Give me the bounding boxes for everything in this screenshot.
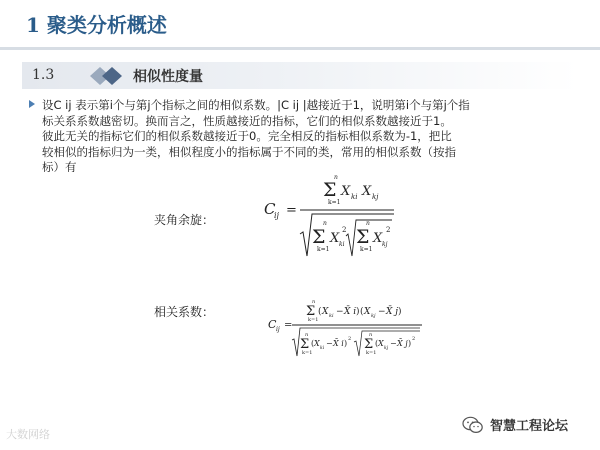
close-paren: ) xyxy=(344,339,348,348)
minus-sign: − xyxy=(378,307,386,317)
sum-upper: n xyxy=(334,174,338,181)
var-x: X xyxy=(314,339,320,348)
var-x: X xyxy=(362,184,372,199)
footer-brand xyxy=(462,415,568,434)
sum-lower: k=1 xyxy=(302,350,313,356)
sum-upper: n xyxy=(366,220,370,227)
description-paragraph xyxy=(42,98,572,176)
sum-upper: n xyxy=(312,299,316,305)
power-2: 2 xyxy=(386,226,391,234)
sum-lower: k=1 xyxy=(366,350,377,356)
open-paren: ( xyxy=(311,339,315,348)
paragraph-line: 较相似的指标归为一类，相似程度小的指标属于不同的类，常用的相似系数（按指 xyxy=(42,144,456,159)
sum-upper: n xyxy=(369,332,373,338)
close-paren: ) xyxy=(398,307,402,317)
cosine-formula xyxy=(262,170,402,262)
mean-j: X̄ j xyxy=(386,307,399,317)
sum-lower: k=1 xyxy=(308,317,319,323)
mean-j: X̄ j xyxy=(397,339,408,348)
section-number: 1.3 xyxy=(32,67,55,83)
brand-name: 智慧工程论坛 xyxy=(490,419,569,434)
sum-symbol: Σ xyxy=(323,179,337,201)
sum-symbol: Σ xyxy=(312,226,326,248)
sum-symbol: Σ xyxy=(364,337,374,352)
double-diamond-icon xyxy=(80,64,136,88)
section-header xyxy=(22,62,578,89)
open-paren: ( xyxy=(375,339,379,348)
var-x: X xyxy=(373,231,383,246)
formula-lhs-sub: ij xyxy=(274,211,280,220)
formula-lhs: C xyxy=(268,318,277,331)
cosine-label: 夹角余旋： xyxy=(154,213,215,227)
sub-kj: kj xyxy=(384,346,389,351)
bullet-arrow-icon xyxy=(29,100,35,108)
page-title: 1 聚类分析概述 xyxy=(26,13,167,37)
sum-lower: k=1 xyxy=(317,246,330,253)
close-paren: ) xyxy=(408,339,412,348)
sum-symbol: Σ xyxy=(306,304,316,319)
section-title: 相似性度量 xyxy=(133,69,203,85)
power-2: 2 xyxy=(412,336,416,342)
formula-equals: = xyxy=(284,320,293,331)
mean-i: X̄ i xyxy=(344,307,357,317)
power-2: 2 xyxy=(348,336,352,342)
sum-lower: k=1 xyxy=(328,199,341,206)
sub-ki: ki xyxy=(329,313,334,319)
var-x: X xyxy=(322,307,329,317)
sub-ki: ki xyxy=(339,241,345,248)
wechat-icon xyxy=(462,416,484,434)
sub-kj: kj xyxy=(371,313,376,319)
var-x: X xyxy=(341,184,351,199)
correlation-formula xyxy=(268,296,428,360)
minus-sign: − xyxy=(390,339,397,348)
sum-upper: n xyxy=(323,220,327,227)
var-x: X xyxy=(364,307,371,317)
sum-upper: n xyxy=(305,332,309,338)
sum-symbol: Σ xyxy=(356,226,370,248)
open-paren: ( xyxy=(318,307,322,317)
minus-sign: − xyxy=(336,307,344,317)
sub-kj: kj xyxy=(382,241,388,248)
close-paren: ) xyxy=(356,307,360,317)
sub-kj: kj xyxy=(372,193,379,201)
minus-sign: − xyxy=(326,339,333,348)
var-x: X xyxy=(378,339,384,348)
paragraph-line: 标）有 xyxy=(42,160,77,174)
paragraph-line: 彼此无关的指标它们的相似系数越接近于0。完全相反的指标相似系数为-1，把比 xyxy=(42,129,452,143)
sum-symbol: Σ xyxy=(300,337,310,352)
paragraph-line: 标关系系数越密切。换而言之，性质越接近的指标，它们的相似系数越接近于1。 xyxy=(42,113,452,128)
watermark-text: 大数网络 xyxy=(6,428,50,441)
open-paren: ( xyxy=(360,307,364,317)
title-bar xyxy=(0,0,600,52)
formula-lhs: C xyxy=(264,200,276,218)
mean-i: X̄ i xyxy=(333,339,344,348)
power-2: 2 xyxy=(342,226,347,234)
formula-equals: = xyxy=(286,203,297,218)
var-x: X xyxy=(330,231,340,246)
title-divider xyxy=(0,47,600,50)
paragraph-line: 设C ij 表示第i个与第j个指标之间的相似系数。|C ij |越接近于1，说明第i个与第j个指 xyxy=(42,98,470,112)
correlation-label: 相关系数： xyxy=(154,305,215,319)
sum-lower: k=1 xyxy=(360,246,373,253)
sub-ki: ki xyxy=(320,346,325,351)
sub-ki: ki xyxy=(351,193,358,201)
formula-lhs-sub: ij xyxy=(276,326,280,333)
